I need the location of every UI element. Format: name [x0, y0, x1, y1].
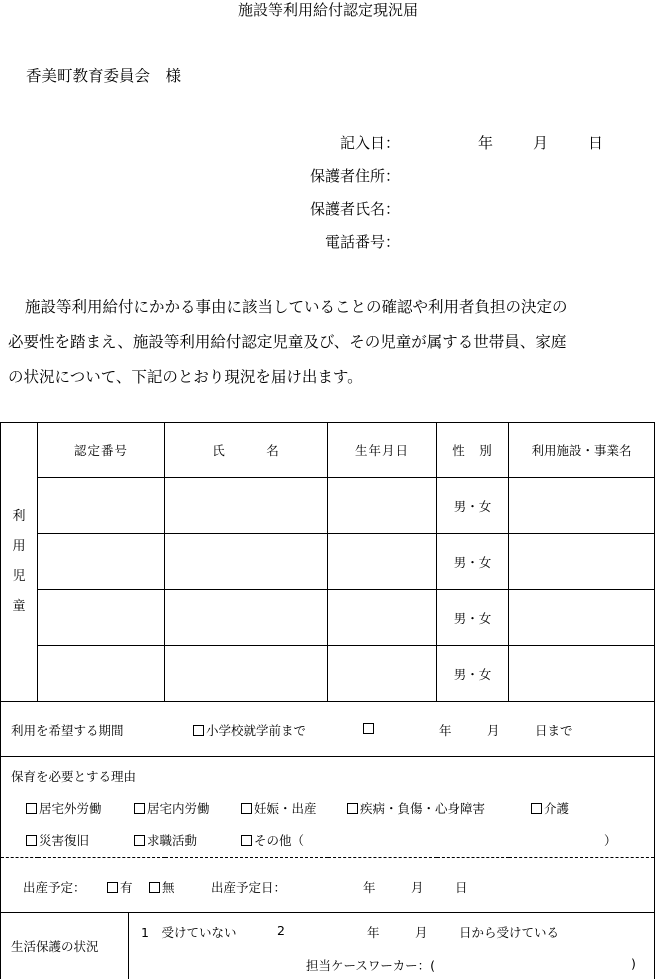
checkbox-icon: [134, 835, 145, 846]
header-sex: 性 別: [437, 423, 509, 478]
birth-plan-row: [1, 858, 655, 913]
table-row: [1, 646, 655, 702]
declaration-paragraph: [8, 290, 656, 395]
childcare-reason-label: 保育を必要とする理由: [11, 769, 137, 784]
reason-disaster[interactable]: 災害復旧: [26, 831, 89, 849]
checkbox-icon: [531, 803, 542, 814]
checkbox-icon: [363, 723, 374, 734]
welfare-month-unit: 月: [415, 925, 428, 940]
birth-no-option[interactable]: 無: [149, 878, 175, 896]
cert-number-cell[interactable]: [38, 590, 165, 646]
table-row: [1, 590, 655, 646]
facility-cell[interactable]: [509, 646, 655, 702]
reason-pregnancy[interactable]: 妊娠・出産: [241, 799, 317, 817]
welfare-receiving[interactable]: 2: [277, 923, 285, 938]
children-side-label: 利 用 児 童: [1, 423, 38, 702]
cert-number-cell[interactable]: [38, 478, 165, 534]
usage-period-label: 利用を希望する期間: [11, 723, 124, 738]
welfare-label: 生活保護の状況: [11, 939, 99, 954]
caseworker-label: 担当ケースワーカー：(: [306, 958, 436, 973]
checkbox-icon: [193, 725, 204, 736]
name-cell[interactable]: [165, 590, 328, 646]
paragraph-line-3: の状況について、下記のとおり現況を届け出ます。: [8, 368, 363, 386]
childcare-reason-section: [1, 757, 655, 858]
welfare-from-label: 日から受けている: [459, 925, 560, 940]
header-dob: 生年月日: [328, 423, 437, 478]
guardian-name-label: 保護者氏名：: [309, 200, 400, 218]
usage-period-row: [1, 702, 655, 757]
name-cell[interactable]: [165, 646, 328, 702]
until-date-option[interactable]: [363, 721, 376, 736]
name-cell[interactable]: [165, 478, 328, 534]
facility-cell[interactable]: [509, 534, 655, 590]
cert-number-cell[interactable]: [38, 646, 165, 702]
checkbox-icon: [347, 803, 358, 814]
dob-cell[interactable]: [328, 646, 437, 702]
header-name: 氏 名: [165, 423, 328, 478]
sex-choice[interactable]: 男・女: [437, 590, 509, 646]
entry-date-label: 記入日：: [339, 134, 400, 152]
welfare-year-unit: 年: [367, 925, 380, 940]
sex-choice[interactable]: 男・女: [437, 646, 509, 702]
checkbox-icon: [134, 803, 145, 814]
sex-choice[interactable]: 男・女: [437, 478, 509, 534]
reason-work-outside[interactable]: 居宅外労働: [26, 799, 102, 817]
sex-choice[interactable]: 男・女: [437, 534, 509, 590]
checkbox-icon: [241, 803, 252, 814]
birth-plan-label: 出産予定：: [23, 880, 86, 895]
name-cell[interactable]: [165, 534, 328, 590]
period-day-unit: 日まで: [535, 723, 573, 738]
paragraph-line-2: 必要性を踏まえ、施設等利用給付認定児童及び、その児童が属する世帯員、家庭: [8, 333, 567, 351]
dob-cell[interactable]: [328, 478, 437, 534]
paragraph-line-1: 施設等利用給付にかかる事由に該当していることの確認や利用者負担の決定の: [25, 298, 568, 316]
checkbox-icon: [26, 835, 37, 846]
due-day-unit: 日: [455, 880, 468, 895]
due-month-unit: 月: [411, 880, 424, 895]
table-row: [1, 478, 655, 534]
checkbox-icon: [149, 882, 160, 893]
due-date-label: 出産予定日：: [211, 880, 287, 895]
facility-cell[interactable]: [509, 590, 655, 646]
welfare-row: [1, 913, 655, 979]
addressee: 香美町教育委員会 様: [26, 67, 182, 85]
cert-number-cell[interactable]: [38, 534, 165, 590]
document-title: 施設等利用給付認定現況届: [237, 1, 418, 19]
period-month-unit: 月: [487, 723, 500, 738]
due-year-unit: 年: [363, 880, 376, 895]
reason-other[interactable]: その他（: [241, 831, 304, 849]
until-school-option[interactable]: 小学校就学前まで: [193, 721, 306, 739]
entry-month-unit: 月: [533, 134, 549, 152]
table-row: [1, 534, 655, 590]
dob-cell[interactable]: [328, 590, 437, 646]
reason-other-close: ）: [604, 833, 617, 848]
period-year-unit: 年: [439, 723, 452, 738]
welfare-not-receiving[interactable]: 1 受けていない: [141, 925, 237, 940]
header-facility: 利用施設・事業名: [509, 423, 655, 478]
birth-yes-option[interactable]: 有: [107, 878, 133, 896]
entry-day-unit: 日: [588, 134, 604, 152]
reason-work-home[interactable]: 居宅内労働: [134, 799, 210, 817]
dob-cell[interactable]: [328, 534, 437, 590]
header-cert-number: 認定番号: [38, 423, 165, 478]
application-table: [0, 422, 655, 979]
reason-care[interactable]: 介護: [531, 799, 569, 817]
reason-job-search[interactable]: 求職活動: [134, 831, 197, 849]
checkbox-icon: [26, 803, 37, 814]
facility-cell[interactable]: [509, 478, 655, 534]
entry-year-unit: 年: [478, 134, 494, 152]
reason-illness[interactable]: 疾病・負傷・心身障害: [347, 799, 485, 817]
checkbox-icon: [107, 882, 118, 893]
caseworker-close: ): [631, 956, 636, 971]
phone-label: 電話番号：: [324, 233, 400, 251]
guardian-address-label: 保護者住所：: [309, 167, 400, 185]
checkbox-icon: [241, 835, 252, 846]
